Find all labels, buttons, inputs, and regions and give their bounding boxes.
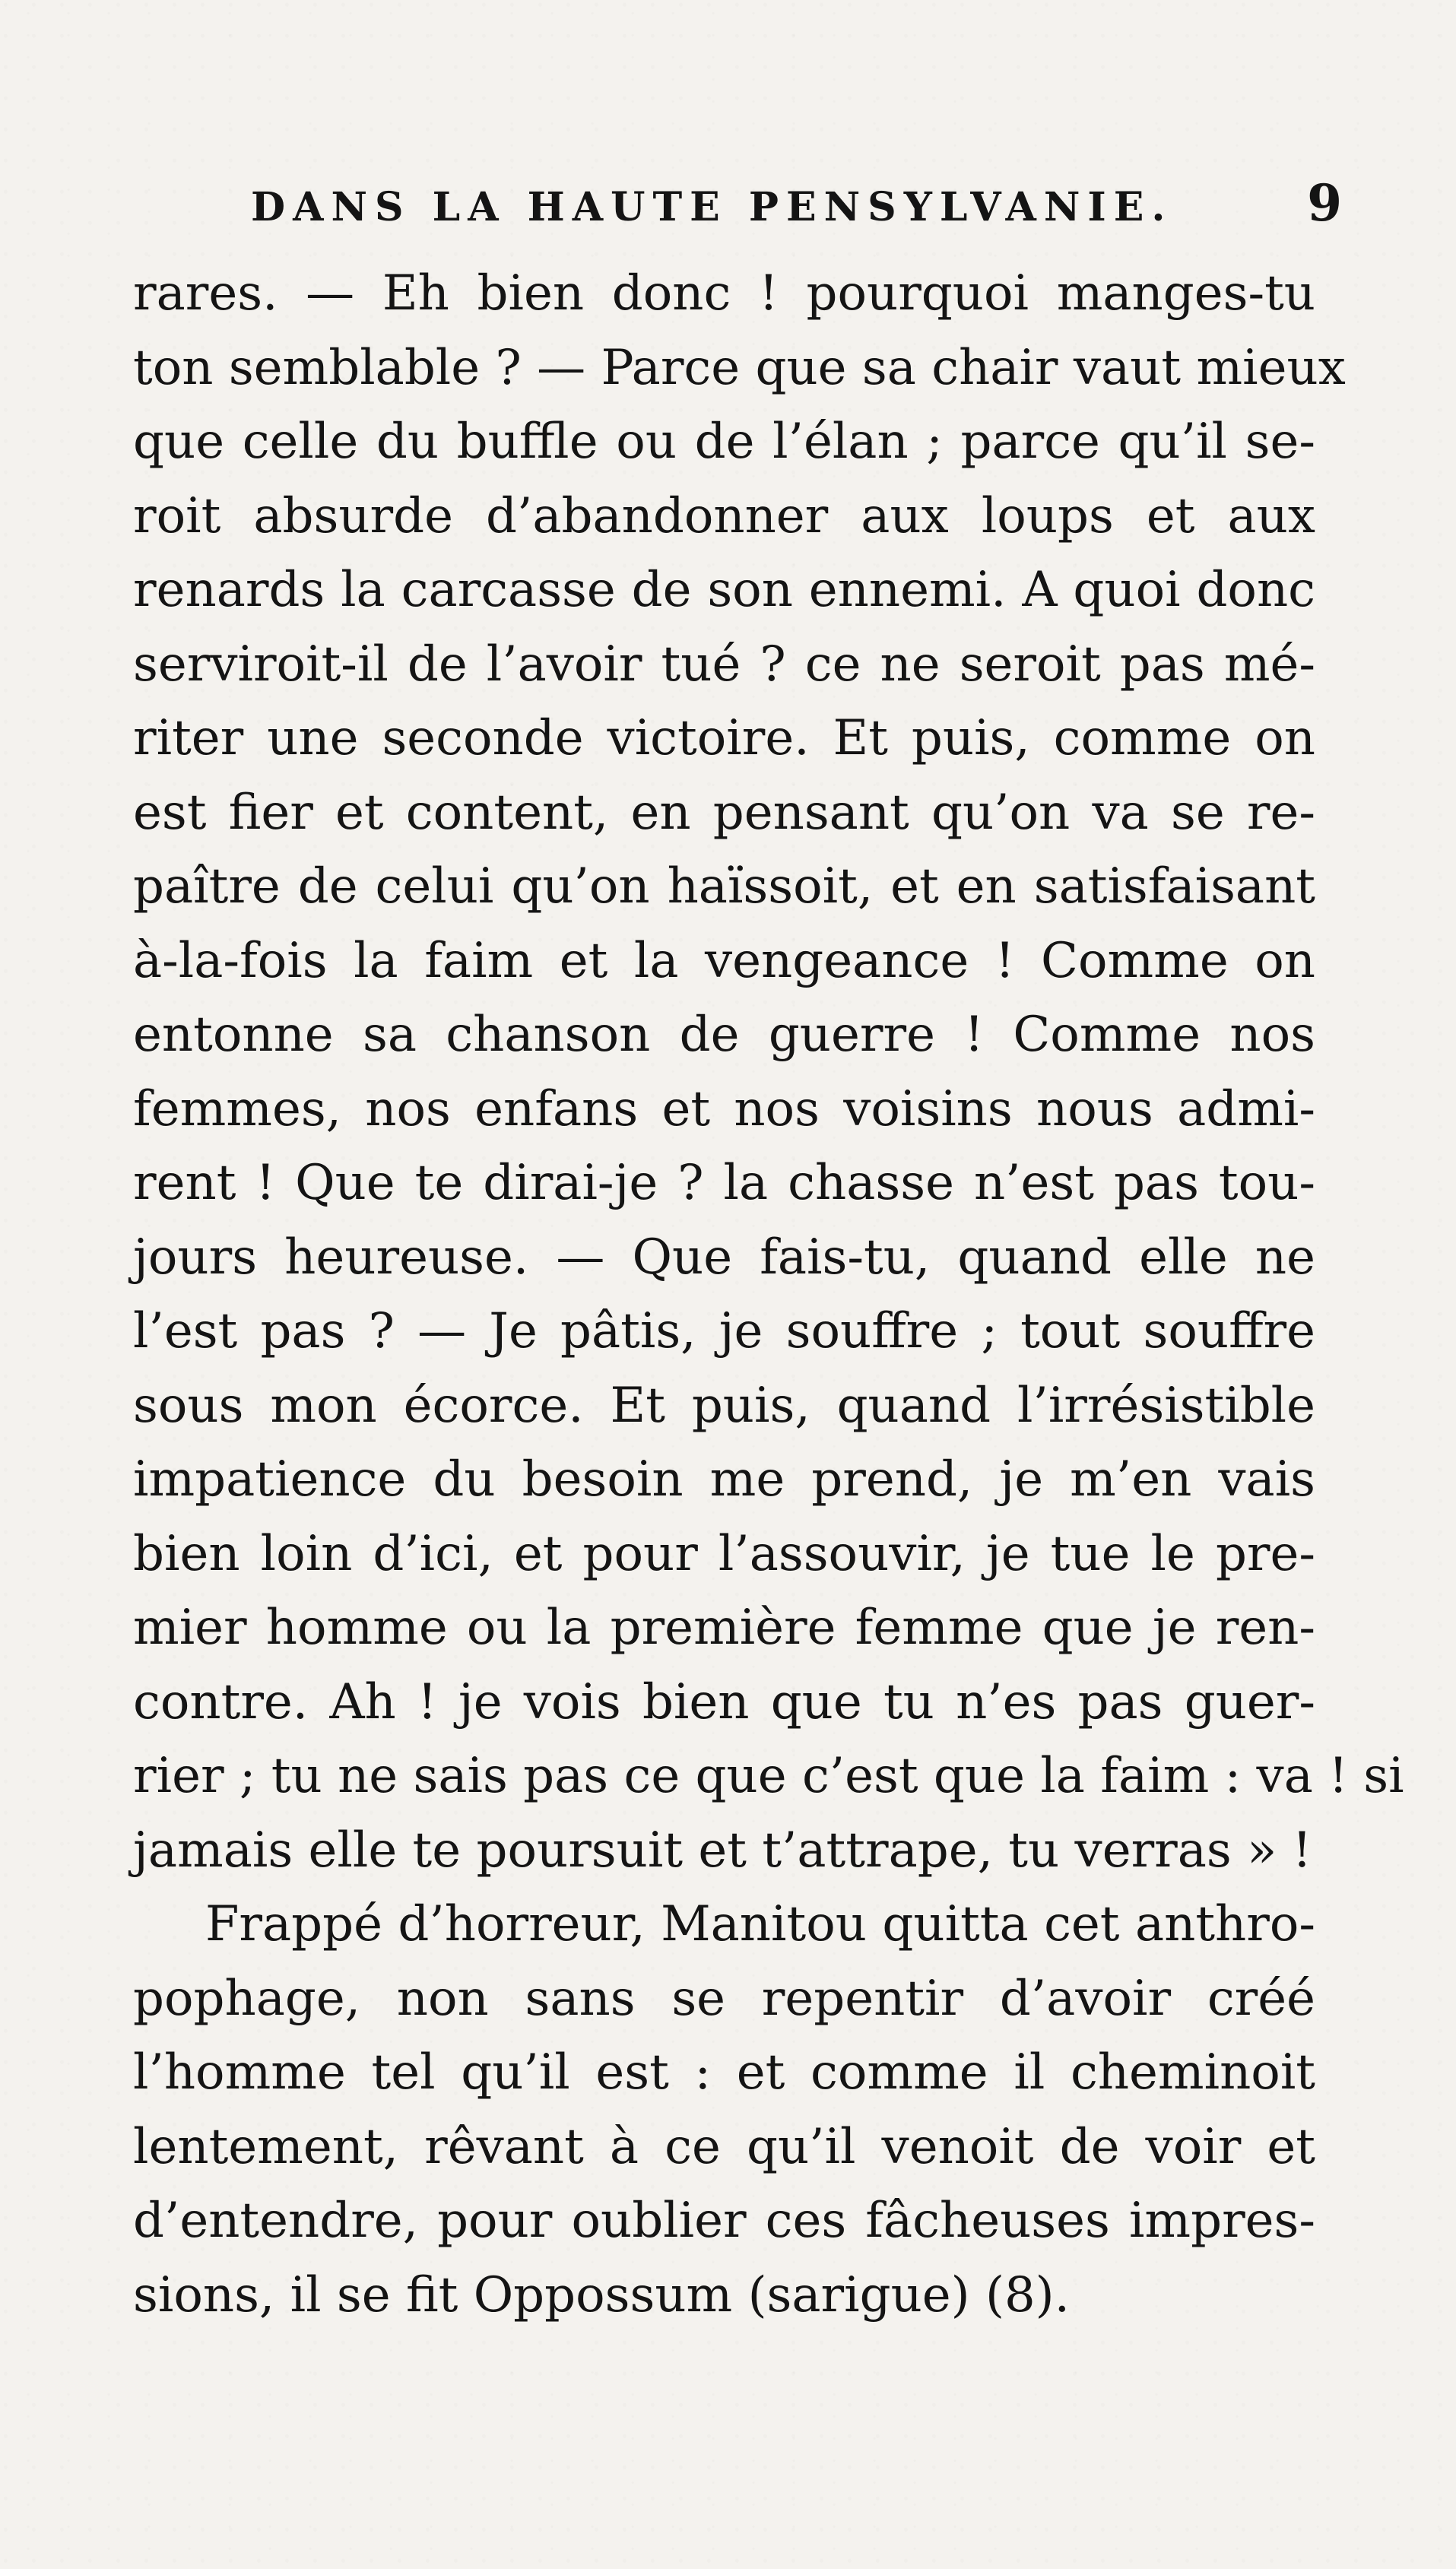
text-line: pophage, non sans se repentir d’avoir créé <box>133 1970 1315 2027</box>
text-line: bien loin d’ici, et pour l’assouvir, je tue le pre- <box>133 1525 1315 1582</box>
text-line: lentement, rêvant à ce qu’il venoit de voir et <box>133 2118 1315 2175</box>
text-line: jamais elle te poursuit et t’attrape, tu verras » ! <box>133 1822 1312 1879</box>
running-title: DANS LA HAUTE PENSYLVANIE. <box>251 184 1173 230</box>
text-line: riter une seconde victoire. Et puis, comme on <box>133 710 1315 766</box>
text-line: sous mon écorce. Et puis, quand l’irrésistible <box>133 1377 1315 1434</box>
text-line: l’est pas ? — Je pâtis, je souffre ; tout souffre <box>133 1303 1315 1359</box>
paragraph-first-line: Frappé d’horreur, Manitou quitta cet anthro- <box>205 1896 1315 1952</box>
text-line: ton semblable ? — Parce que sa chair vaut mieux <box>133 339 1346 396</box>
text-line: rent ! Que te dirai-je ? la chasse n’est pas tou- <box>133 1155 1315 1211</box>
text-line: que celle du buffle ou de l’élan ; parce qu’il se- <box>133 414 1315 470</box>
text-line: serviroit-il de l’avoir tué ? ce ne seroit pas mé- <box>133 636 1315 693</box>
body-text <box>133 257 1404 2333</box>
text-line: mier homme ou la première femme que je ren- <box>133 1600 1315 1656</box>
text-line: l’homme tel qu’il est : et comme il cheminoit <box>133 2044 1315 2101</box>
text-line: roit absurde d’abandonner aux loups et aux <box>133 487 1315 544</box>
text-line: rares. — Eh bien donc ! pourquoi manges-tu <box>133 265 1315 322</box>
text-line: d’entendre, pour oublier ces fâcheuses impres- <box>133 2193 1315 2249</box>
page-number: 9 <box>1307 173 1342 233</box>
text-line: est fier et content, en pensant qu’on va se re- <box>133 784 1315 841</box>
running-header <box>251 173 1342 233</box>
text-line: impatience du besoin me prend, je m’en vais <box>133 1451 1315 1508</box>
text-line: renards la carcasse de son ennemi. A quoi donc <box>133 562 1315 618</box>
text-line: jours heureuse. — Que fais-tu, quand elle ne <box>133 1229 1315 1286</box>
text-line: entonne sa chanson de guerre ! Comme nos <box>133 1007 1315 1063</box>
text-line: à-la-fois la faim et la vengeance ! Comme on <box>133 932 1315 989</box>
text-line: femmes, nos enfans et nos voisins nous admi- <box>133 1080 1315 1137</box>
text-line: contre. Ah ! je vois bien que tu n’es pas guer- <box>133 1673 1315 1730</box>
text-line: paître de celui qu’on haïssoit, et en satisfaisant <box>133 858 1315 915</box>
text-line: rier ; tu ne sais pas ce que c’est que la faim : va ! si <box>133 1748 1404 1804</box>
text-line: sions, il se fit Oppossum (sarigue) (8). <box>133 2266 1070 2323</box>
